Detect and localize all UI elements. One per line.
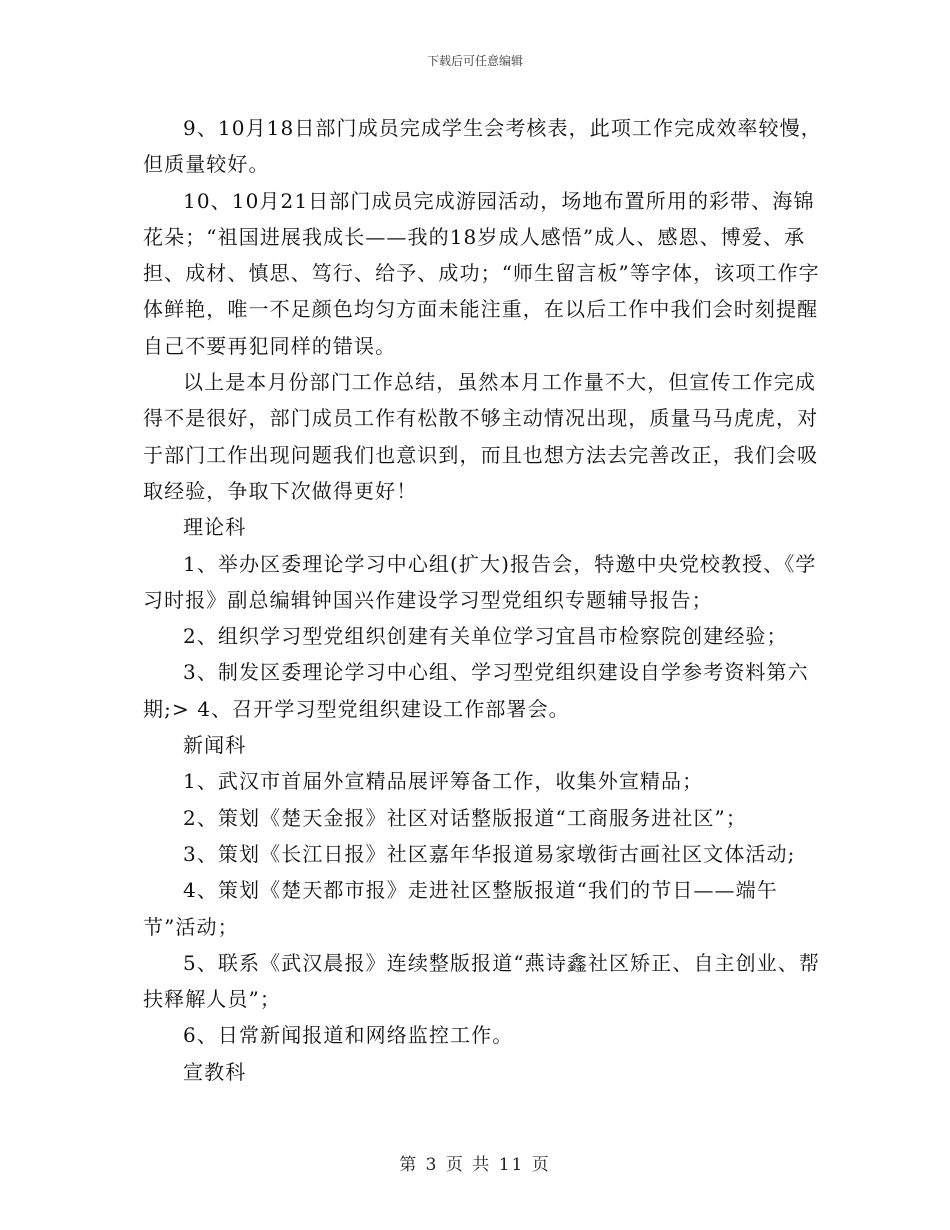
page-header-note: 下载后可任意编辑 bbox=[426, 54, 523, 68]
theory-item-2: 2、组织学习型党组织创建有关单位学习宜昌市检察院创建经验； bbox=[183, 624, 788, 649]
paragraph-summary: 以上是本月份部门工作总结，虽然本月工作量不大，但宣传工作完成得不是很好，部门成员工作有松散不够主动情况出现，质量马马虎虎，对于部门工作出现问题我们也意识到，而且也想方法去完善改正，我们会吸取经验，争取下次做得更好！ bbox=[143, 370, 819, 503]
news-item-3: 3、策划《长江日报》社区嘉年华报道易家墩街古画社区文体活动; bbox=[183, 841, 796, 866]
document-body bbox=[143, 110, 828, 1090]
paragraph-item-10: 10、10月21日部门成员完成游园活动，场地布置所用的彩带、海锦花朵；“祖国进展我成长——我的18岁成人感悟”成人、感恩、博爱、承担、成材、慎思、笃行、给予、成功；“师生留言板”等字体，该项工作字体鲜艳，唯一不足颜色均匀方面未能注重，在以后工作中我们会时刻提醒自己不要再犯同样的错误。 bbox=[143, 188, 820, 358]
page-number: 第 3 页 共 11 页 bbox=[399, 1155, 551, 1175]
news-item-2: 2、策划《楚天金报》社区对话整版报道“工商服务进社区”； bbox=[183, 805, 747, 830]
news-item-6: 6、日常新闻报道和网络监控工作。 bbox=[183, 1023, 514, 1048]
news-item-4: 4、策划《楚天都市报》走进社区整版报道“我们的节日——端午节”活动； bbox=[143, 878, 778, 939]
theory-item-1: 1、举办区委理论学习中心组(扩大)报告会，特邀中央党校教授、《学习时报》副总编辑钟国兴作建设学习型党组织专题辅导报告； bbox=[143, 551, 817, 612]
section-heading-theory: 理论科 bbox=[183, 515, 247, 540]
paragraph-item-9: 9、10月18日部门成员完成学生会考核表，此项工作完成效率较慢，但质量较好。 bbox=[143, 116, 822, 177]
section-heading-education: 宣教科 bbox=[183, 1059, 247, 1084]
theory-item-3: 3、制发区委理论学习中心组、学习型党组织建设自学参考资料第六期;> 4、召开学习型党组织建设工作部署会。 bbox=[143, 660, 809, 721]
news-item-5: 5、联系《武汉晨报》连续整版报道“燕诗鑫社区矫正、自主创业、帮扶释解人员”； bbox=[143, 950, 821, 1012]
section-heading-news: 新闻科 bbox=[183, 733, 247, 758]
news-item-1: 1、武汉市首届外宣精品展评筹备工作，收集外宣精品； bbox=[183, 769, 704, 794]
